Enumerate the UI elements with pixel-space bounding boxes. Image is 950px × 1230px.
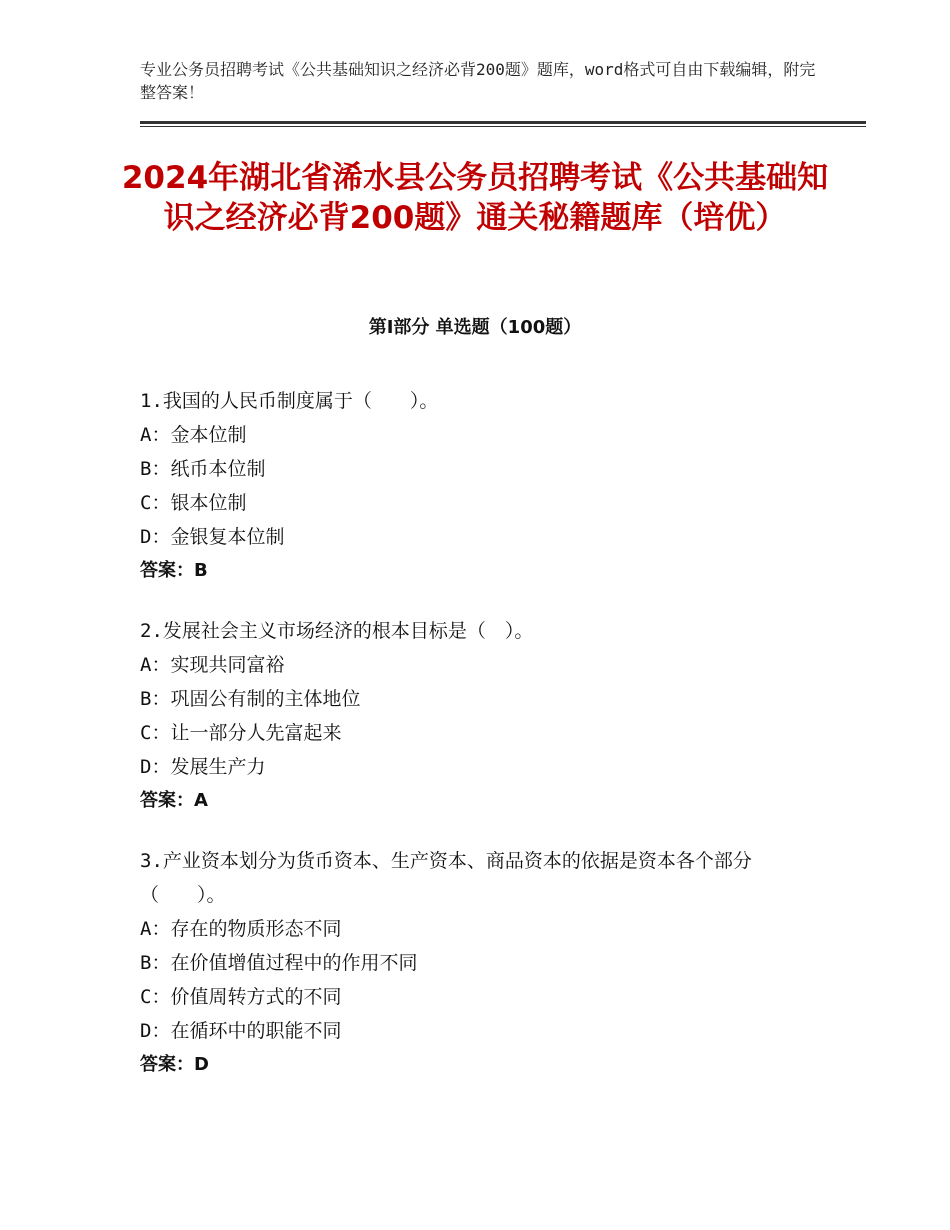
option-a: A：金本位制 <box>140 424 247 446</box>
question-list <box>140 384 810 1108</box>
answer-line: 答案：B <box>140 560 208 581</box>
section-heading: 第Ⅰ部分 单选题（100题） <box>368 317 582 338</box>
option-b: B：纸币本位制 <box>140 458 266 480</box>
option-c: C：银本位制 <box>140 492 247 514</box>
option-a: A：存在的物质形态不同 <box>140 918 342 940</box>
option-c: C：让一部分人先富起来 <box>140 722 342 744</box>
option-b: B：巩固公有制的主体地位 <box>140 688 361 710</box>
option-d: D：在循环中的职能不同 <box>140 1020 342 1042</box>
document-title: 2024年湖北省浠水县公务员招聘考试《公共基础知识之经济必背200题》通关秘籍题库（培优） <box>121 160 829 236</box>
answer-line: 答案：D <box>140 1054 209 1075</box>
option-d: D：发展生产力 <box>140 756 266 778</box>
question-2 <box>140 614 810 818</box>
option-a: A：实现共同富裕 <box>140 654 285 676</box>
header-divider-thin <box>140 126 866 127</box>
option-c: C：价值周转方式的不同 <box>140 986 342 1008</box>
question-stem: 3.产业资本划分为货币资本、生产资本、商品资本的依据是资本各个部分（ ）。 <box>140 850 752 906</box>
option-d: D：金银复本位制 <box>140 526 285 548</box>
question-stem: 2.发展社会主义市场经济的根本目标是（ ）。 <box>140 620 534 642</box>
option-b: B：在价值增值过程中的作用不同 <box>140 952 418 974</box>
question-1 <box>140 384 810 588</box>
answer-line: 答案：A <box>140 790 208 811</box>
question-3 <box>140 844 810 1082</box>
question-stem: 1.我国的人民币制度属于（ ）。 <box>140 390 439 412</box>
header-note: 专业公务员招聘考试《公共基础知识之经济必背200题》题库，word格式可自由下载编辑，附完整答案！ <box>140 60 816 102</box>
header-divider-thick <box>140 121 866 124</box>
